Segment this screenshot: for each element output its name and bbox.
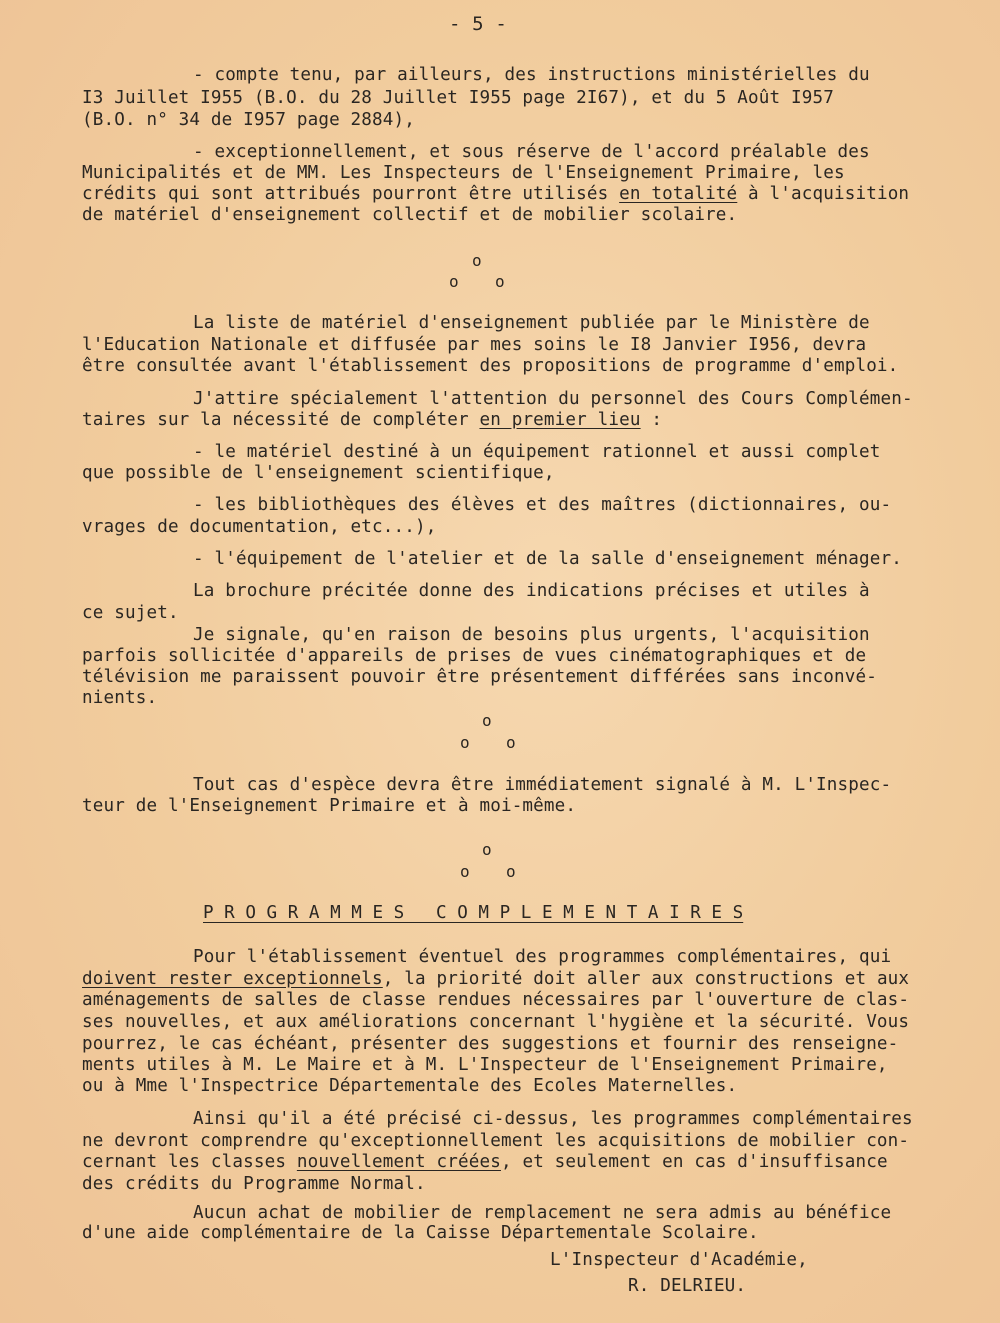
underlined-phrase: nouvellement créées: [296, 1152, 501, 1172]
para8-line: Pour l'établissement éventuel des programmes complémentaires, qui: [193, 947, 892, 967]
para3-line: être consultée avant l'établissement des propositions de programme d'emploi.: [82, 356, 899, 376]
para4-line: J'attire spécialement l'attention du personnel des Cours Complémen-: [193, 389, 913, 409]
para5-line: ce sujet.: [82, 603, 179, 623]
separator-right-o: o: [495, 272, 505, 291]
para10-line: Aucun achat de mobilier de remplacement ne sera admis au bénéfice: [193, 1203, 892, 1223]
signature-title: L'Inspecteur d'Académie,: [550, 1250, 808, 1270]
underlined-phrase: en totalité: [619, 184, 738, 204]
para6-line: Je signale, qu'en raison de besoins plus urgents, l'acquisition: [193, 625, 870, 645]
para8-text: , la priorité doit aller aux constructions et aux: [382, 969, 910, 989]
list-item-line: - les bibliothèques des élèves et des maîtres (dictionnaires, ou-: [193, 495, 892, 515]
para2-text: à l'acquisition: [737, 184, 910, 204]
signature-name: R. DELRIEU.: [628, 1276, 747, 1296]
para3-line: La liste de matériel d'enseignement publiée par le Ministère de: [193, 313, 870, 333]
separator-top-o: o: [472, 251, 482, 270]
page-number: - 5 -: [449, 13, 507, 35]
para8-line: [82, 969, 909, 991]
para4-text: :: [640, 410, 663, 430]
para7-line: teur de l'Enseignement Primaire et à moi-même.: [82, 796, 577, 816]
para9-line: ne devront comprendre qu'exceptionnellement les acquisitions de mobilier con-: [82, 1131, 910, 1151]
para10-line: d'une aide complémentaire de la Caisse Départementale Scolaire.: [82, 1223, 759, 1243]
separator-left-o: o: [460, 733, 470, 752]
para9-line: Ainsi qu'il a été précisé ci-dessus, les programmes complémentaires: [193, 1109, 913, 1129]
para2-line: Municipalités et de MM. Les Inspecteurs de l'Enseignement Primaire, les: [82, 163, 845, 183]
para5-line: La brochure précitée donne des indications précises et utiles à: [193, 581, 870, 601]
para8-line: ses nouvelles, et aux améliorations concernant l'hygiène et la sécurité. Vous: [82, 1012, 910, 1032]
para2-line: - exceptionnellement, et sous réserve de l'accord préalable des: [193, 142, 870, 162]
para8-line: pourrez, le cas échéant, présenter des suggestions et fournir des renseigne-: [82, 1034, 899, 1054]
para4-line: [82, 410, 662, 432]
list-item-line: vrages de documentation, etc...),: [82, 517, 437, 537]
separator-right-o: o: [506, 733, 516, 752]
para9-text: , et seulement en cas d'insuffisance: [500, 1152, 888, 1172]
separator-right-o: o: [506, 862, 516, 881]
separator-left-o: o: [449, 272, 459, 291]
list-item-line: - l'équipement de l'atelier et de la salle d'enseignement ménager.: [193, 549, 902, 569]
para9-text: cernant les classes: [82, 1152, 297, 1172]
para1-line: (B.O. n° 34 de I957 page 2884),: [82, 110, 416, 130]
underlined-phrase: doivent rester exceptionnels: [82, 969, 383, 989]
para2-line: de matériel d'enseignement collectif et de mobilier scolaire.: [82, 205, 738, 225]
para9-line: des crédits du Programme Normal.: [82, 1174, 426, 1194]
para8-line: ou à Mme l'Inspectrice Départementale des Ecoles Maternelles.: [82, 1076, 738, 1096]
separator-top-o: o: [482, 840, 492, 859]
para1-line: - compte tenu, par ailleurs, des instructions ministérielles du: [193, 65, 870, 85]
para6-line: télévision me paraissent pouvoir être présentement différées sans inconvé-: [82, 667, 877, 687]
list-item-line: - le matériel destiné à un équipement rationnel et aussi complet: [193, 442, 881, 462]
para8-line: aménagements de salles de classe rendues nécessaires par l'ouverture de clas-: [82, 990, 910, 1010]
para2-line: [82, 184, 909, 206]
underlined-phrase: en premier lieu: [479, 410, 641, 430]
para4-text: taires sur la nécessité de compléter: [82, 410, 480, 430]
para1-line: I3 Juillet I955 (B.O. du 28 Juillet I955 page 2I67), et du 5 Août I957: [82, 88, 834, 108]
para8-line: ments utiles à M. Le Maire et à M. L'Inspecteur de l'Enseignement Primaire,: [82, 1055, 888, 1075]
para9-line: [82, 1152, 888, 1174]
para6-line: parfois sollicitée d'appareils de prises de vues cinématographiques et de: [82, 646, 867, 666]
para6-line: nients.: [82, 688, 158, 708]
para7-line: Tout cas d'espèce devra être immédiatement signalé à M. L'Inspec-: [193, 775, 892, 795]
para3-line: l'Education Nationale et diffusée par mes soins le I8 Janvier I956, devra: [82, 335, 867, 355]
section-heading: P R O G R A M M E S C O M P L E M E N T A I R E S: [203, 903, 744, 923]
para2-text: crédits qui sont attribués pourront être utilisés: [82, 184, 620, 204]
separator-top-o: o: [482, 711, 492, 730]
separator-left-o: o: [460, 862, 470, 881]
list-item-line: que possible de l'enseignement scientifique,: [82, 463, 555, 483]
